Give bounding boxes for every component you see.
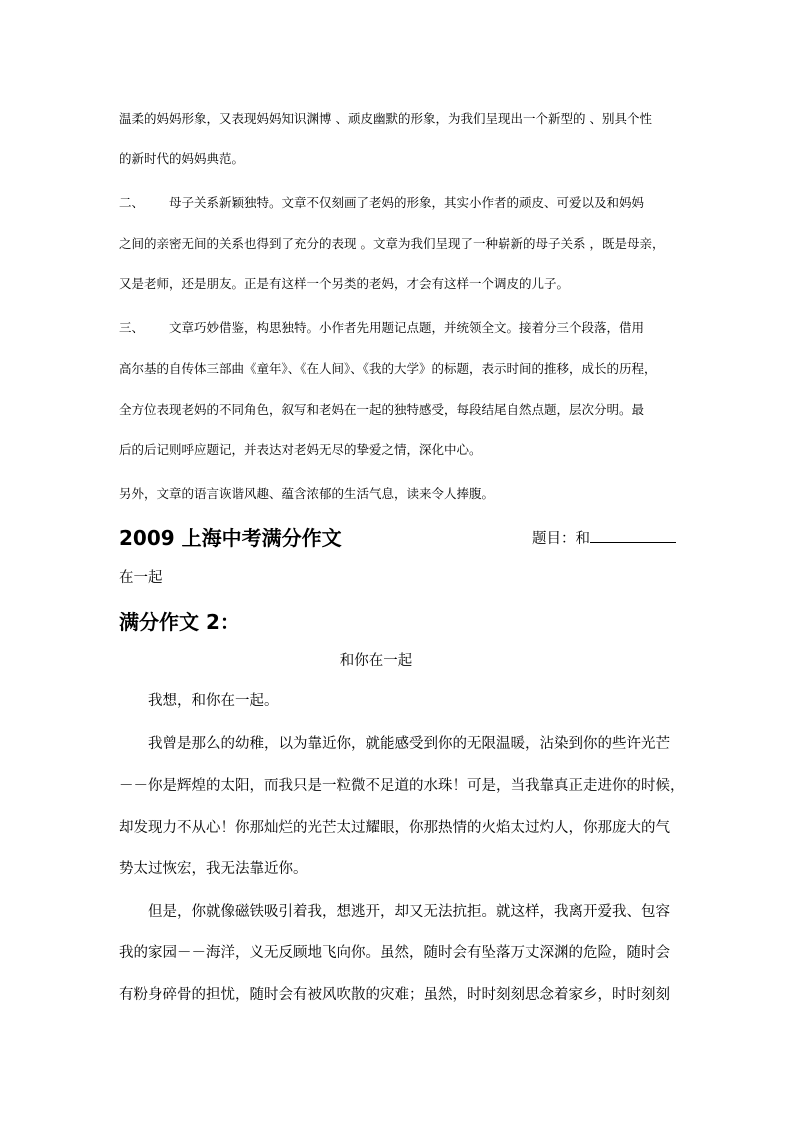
essay-paragraph-2-line-2: －－你是辉煌的太阳，而我只是一粒微不足道的水珠！可是，当我靠真正走进你的时候， [119, 778, 685, 794]
list-index: 二、 [119, 195, 145, 210]
essay-subheading: 满分作文 2： [119, 610, 240, 634]
essay-paragraph-2-line-3: 却发现力不从心！你那灿烂的光芒太过耀眼，你那热情的火焰太过灼人，你那庞大的气 [119, 820, 670, 836]
paragraph-2-line-1 [119, 193, 644, 211]
paragraph-1-line-2: 的新时代的妈妈典范。 [119, 151, 245, 166]
paragraph-2-line-3: 又是老师，还是朋友。正是有这样一个另类的老妈，才会有这样一个调皮的儿子。 [119, 276, 570, 291]
essay-paragraph-1: 我想，和你在一起。 [148, 693, 279, 709]
paragraph-3-line-4: 后的后记则呼应题记，并表达对老妈无尽的挚爱之情，深化中心。 [119, 442, 482, 457]
paragraph-4: 另外，文章的语言诙谐风趣、蕴含浓郁的生活气息，读来令人捧腹。 [119, 486, 495, 501]
paragraph-3-line-1 [119, 318, 644, 336]
topic-prompt [532, 527, 676, 548]
topic-blank [590, 528, 676, 543]
topic-label: 题目：和 [532, 531, 590, 547]
essay-paragraph-2-line-1: 我曾是那么的幼稚，以为靠近你，就能感受到你的无限温暖，沾染到你的些许光芒 [148, 736, 670, 752]
paragraph-1-line-1: 温柔的妈妈形象，又表现妈妈知识渊博 、顽皮幽默的形象，为我们呈现出一个新型的 、别具个性 [119, 111, 652, 126]
essay-paragraph-3-line-2: 我的家园－－海洋，义无反顾地飞向你。虽然，随时会有坠落万丈深渊的危险，随时会 [119, 945, 670, 961]
paragraph-3-line-3: 全方位表现老妈的不同角色，叙写和老妈在一起的独特感受，每段结尾自然点题，层次分明。最 [119, 402, 645, 417]
topic-continuation: 在一起 [119, 570, 163, 586]
paragraph-2-line-2: 之间的亲密无间的关系也得到了充分的表现 。文章为我们呈现了一种崭新的母子关系 ，既是母亲， [119, 236, 665, 251]
paragraph-text: 文章巧妙借鉴，构思独特。小作者先用题记点题，并统领全文。接着分三个段落，借用 [169, 320, 645, 335]
paragraph-text: 母子关系新颖独特。文章不仅刻画了老妈的形象，其实小作者的顽皮、可爱以及和妈妈 [169, 195, 645, 210]
essay-paragraph-3-line-1: 但是，你就像磁铁吸引着我，想逃开，却又无法抗拒。就这样，我离开爱我、包容 [148, 904, 670, 920]
section-heading: 2009 上海中考满分作文 [119, 526, 342, 550]
essay-title: 和你在一起 [339, 653, 413, 669]
essay-paragraph-3-line-3: 有粉身碎骨的担忧，随时会有被风吹散的灾难；虽然，时时刻刻思念着家乡，时时刻刻 [119, 987, 670, 1003]
essay-paragraph-2-line-4: 势太过恢宏，我无法靠近你。 [119, 861, 308, 877]
list-index: 三、 [119, 320, 145, 335]
paragraph-3-line-2: 高尔基的自传体三部曲《童年》、《在人间》、《我的大学》的标题，表示时间的推移，成长的历程， [119, 361, 657, 376]
